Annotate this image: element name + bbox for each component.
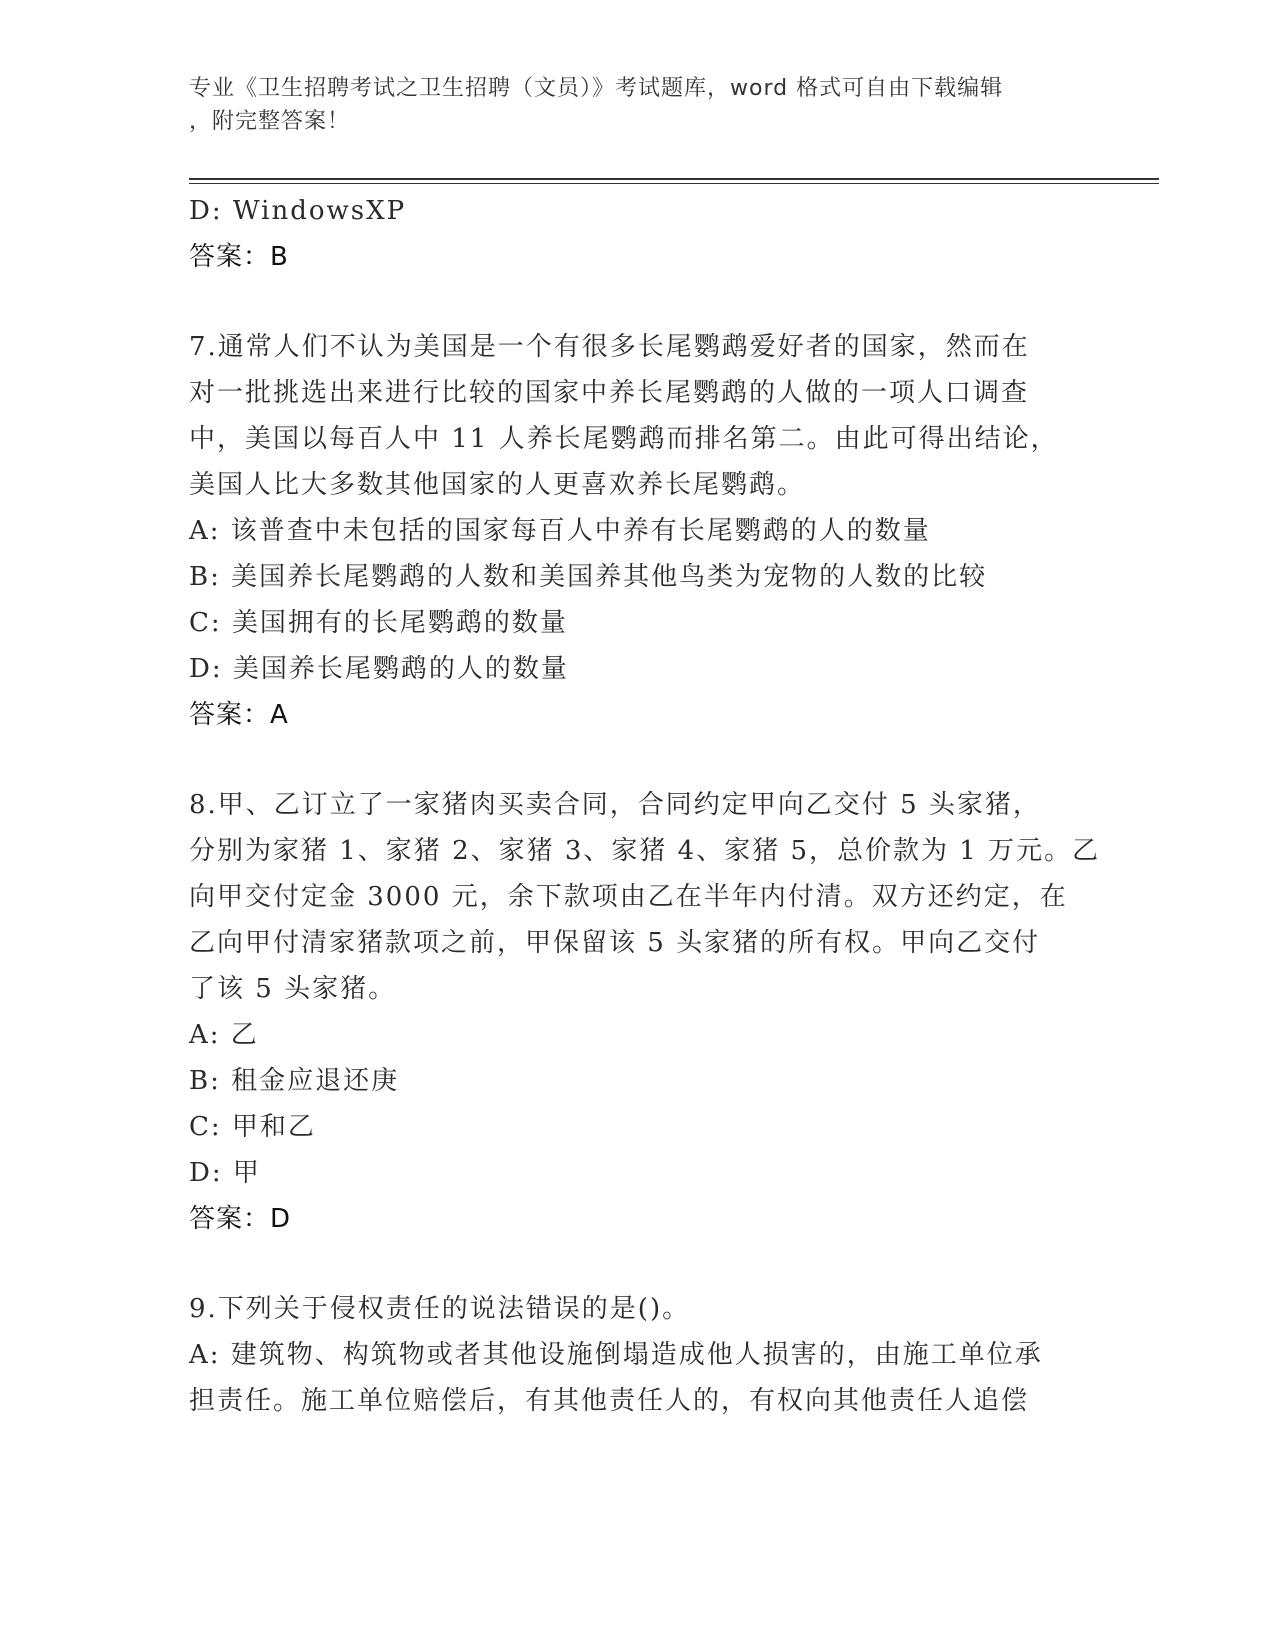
header-line-1: 专业《卫生招聘考试之卫生招聘（文员）》考试题库，word 格式可自由下载编辑 (189, 76, 1004, 101)
header-divider (189, 178, 1159, 180)
question-7 (189, 324, 1089, 738)
option-a: A: 乙 (189, 1020, 259, 1050)
question-stem-line: 对一批挑选出来进行比较的国家中养长尾鹦鹉的人做的一项人口调查 (189, 378, 1030, 408)
question-stem-line: 分别为家猪 1、家猪 2、家猪 3、家猪 4、家猪 5，总价款为 1 万元。乙 (189, 836, 1101, 866)
previous-question-tail (189, 188, 1089, 280)
option-d: D: WindowsXP (189, 196, 407, 226)
document-header (189, 72, 1069, 138)
option-c: C: 美国拥有的长尾鹦鹉的数量 (189, 608, 568, 638)
question-stem-line: 7.通常人们不认为美国是一个有很多长尾鹦鹉爱好者的国家，然而在 (189, 332, 1030, 362)
document-body (189, 188, 1101, 1424)
option-a: A: 该普查中未包括的国家每百人中养有长尾鹦鹉的人的数量 (189, 516, 931, 546)
option-a: A: 建筑物、构筑物或者其他设施倒塌造成他人损害的，由施工单位承 (189, 1340, 1043, 1370)
option-a-continued: 担责任。施工单位赔偿后，有其他责任人的，有权向其他责任人追偿 (189, 1386, 1030, 1416)
option-b: B: 租金应退还庚 (189, 1066, 400, 1096)
header-line-2: ，附完整答案！ (189, 109, 351, 134)
question-stem-line: 9.下列关于侵权责任的说法错误的是()。 (189, 1294, 691, 1324)
option-d: D: 甲 (189, 1158, 261, 1188)
header-divider-thin (189, 183, 1159, 184)
option-d: D: 美国养长尾鹦鹉的人的数量 (189, 654, 569, 684)
question-9 (189, 1286, 1089, 1424)
question-stem-line: 了该 5 头家猪。 (189, 974, 397, 1004)
option-b: B: 美国养长尾鹦鹉的人数和美国养其他鸟类为宠物的人数的比较 (189, 562, 988, 592)
question-8 (189, 782, 1101, 1242)
question-stem-line: 中，美国以每百人中 11 人养长尾鹦鹉而排名第二。由此可得出结论， (189, 424, 1059, 454)
answer-line: 答案：D (189, 1204, 292, 1234)
question-stem-line: 8.甲、乙订立了一家猪肉买卖合同，合同约定甲向乙交付 5 头家猪， (189, 790, 1041, 820)
question-stem-line: 向甲交付定金 3000 元，余下款项由乙在半年内付清。双方还约定，在 (189, 882, 1068, 912)
answer-line: 答案：B (189, 242, 289, 272)
option-c: C: 甲和乙 (189, 1112, 316, 1142)
question-stem-line: 乙向甲付清家猪款项之前，甲保留该 5 头家猪的所有权。甲向乙交付 (189, 928, 1041, 958)
question-stem-line: 美国人比大多数其他国家的人更喜欢养长尾鹦鹉。 (189, 470, 806, 500)
answer-line: 答案：A (189, 700, 289, 730)
